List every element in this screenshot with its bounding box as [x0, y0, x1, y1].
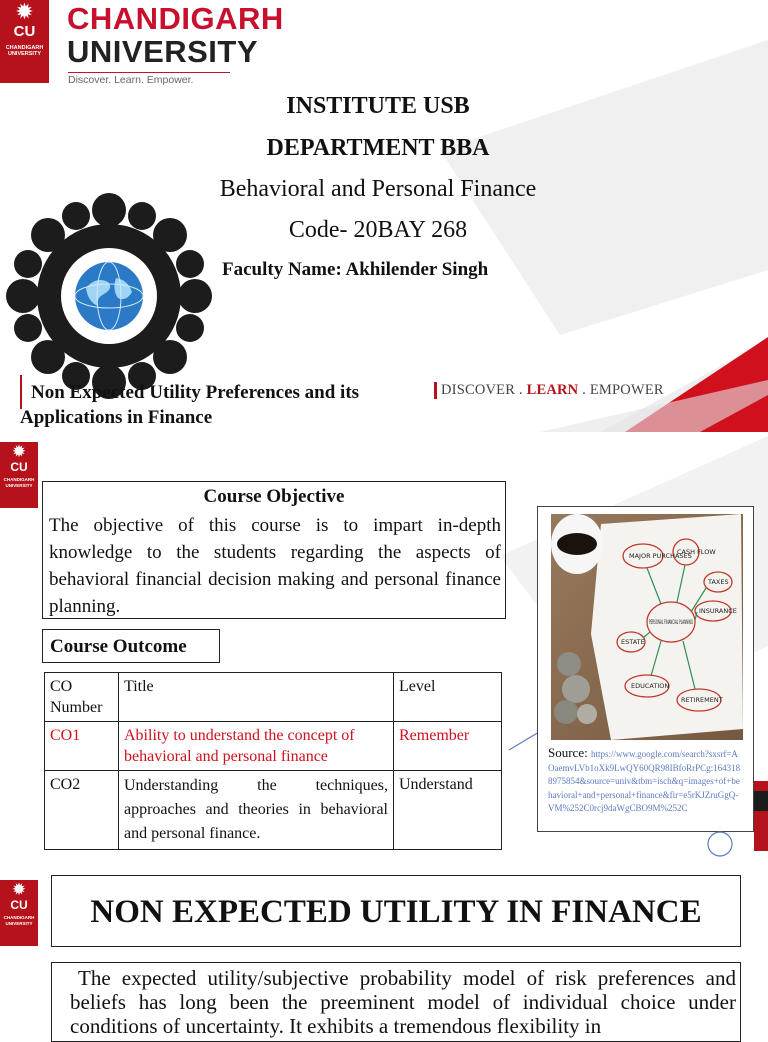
dle-discover: DISCOVER — [441, 382, 516, 398]
dle-learn: LEARN — [526, 382, 579, 398]
gear-logo-icon: ✹ — [15, 0, 34, 24]
gear-logo-icon: ✹ — [11, 880, 27, 899]
logo-cu-text: CU — [10, 460, 28, 474]
table-row — [45, 722, 502, 771]
logo-small-line2: UNIVERSITY — [5, 483, 33, 488]
university-logo-badge — [0, 0, 49, 83]
logo-cu-text: CU — [10, 898, 28, 912]
logo-small-line1: CHANDIGARH — [3, 915, 35, 920]
logo-cu-text: CU — [13, 23, 36, 40]
dle-empower: EMPOWER — [589, 382, 664, 398]
university-logo-badge-small — [0, 442, 38, 508]
bubble-taxes: TAXES — [708, 578, 729, 586]
co-level-cell: Remember — [394, 722, 502, 771]
co-title-cell: Understanding the techniques, approaches and theories in behavioral and personal finance. — [119, 771, 394, 850]
logo-small-line1: CHANDIGARH — [3, 477, 35, 482]
image-source — [548, 746, 744, 814]
course-code: Code- 20BAY 268 — [288, 217, 468, 243]
course-outcome-table — [44, 672, 502, 850]
slide-title: NON EXPECTED UTILITY IN FINANCE — [51, 875, 741, 947]
university-logo-badge-small — [0, 880, 38, 946]
source-url-link[interactable]: https://www.google.com/search?sxsrf=AOaemvLVb1oXk9LwQY60QR98IBfoRrPCg:1643188975854&source=univ&tbm=isch&q=images+of+behavioral+and+personal+finance&fir=e5rKJZruGgQ-VM%252C0rcj9daWgCBO9M%252C — [548, 749, 741, 813]
table-header-row — [45, 673, 502, 722]
co-title-cell: Ability to understand the concept of behavioral and personal finance — [119, 722, 394, 771]
course-objective-text: The objective of this course is to impart in-depth knowledge to the students regarding the aspects of behavioral financial decision making and personal finance planning. — [49, 515, 501, 617]
circle-icon — [704, 831, 738, 857]
dle-sep-2: . — [578, 382, 590, 398]
bubble-education: EDUCATION — [631, 682, 670, 690]
image-center-label: PERSONAL FINANCIAL PLANNING — [649, 619, 694, 626]
gear-logo-icon: ✹ — [11, 442, 27, 461]
course-objective-slide — [0, 436, 768, 856]
logo-small-line1: CHANDIGARH — [5, 45, 44, 51]
institute-heading: INSTITUTE USB — [286, 93, 470, 119]
header-co-number: CO Number — [45, 673, 119, 722]
course-objective-title: Course Objective — [203, 486, 345, 507]
bubble-estate: ESTATE — [621, 638, 645, 646]
co-number-cell: CO2 — [45, 771, 119, 850]
brand-name-line1: CHANDIGARH — [67, 1, 284, 36]
dle-sep-1: . — [515, 382, 527, 398]
table-row — [45, 771, 502, 850]
non-expected-utility-slide — [0, 860, 768, 1038]
course-objective-box — [42, 481, 506, 619]
financial-planning-image — [551, 514, 743, 740]
source-label: Source: — [548, 745, 588, 760]
title-slide — [0, 0, 768, 432]
brand-tagline: Discover. Learn. Empower. — [68, 72, 230, 86]
bubble-cash-flow: CASH FLOW — [677, 548, 716, 556]
bubble-major-purchases: MAJOR PURCHASES — [629, 552, 692, 560]
course-outcome-title: Course Outcome — [42, 629, 220, 663]
brand-name-line2: UNIVERSITY — [67, 34, 259, 69]
logo-small-line2: UNIVERSITY — [7, 51, 41, 57]
header-level: Level — [394, 673, 502, 722]
co-number-cell: CO1 — [45, 722, 119, 771]
course-name: Behavioral and Personal Finance — [219, 176, 537, 202]
header-title: Title — [119, 673, 394, 722]
bubble-insurance: INSURANCE — [699, 607, 737, 615]
bubble-retirement: RETIREMENT — [681, 696, 723, 704]
co-level-cell: Understand — [394, 771, 502, 850]
department-heading: DEPARTMENT BBA — [266, 135, 490, 161]
discover-learn-empower — [434, 382, 664, 399]
paragraph-box — [51, 962, 741, 1042]
logo-small-line2: UNIVERSITY — [5, 921, 33, 926]
faculty-name: Faculty Name: Akhilender Singh — [222, 259, 489, 280]
lecture-topic: Non Expected Utility Preferences and its Applications in Finance — [20, 382, 360, 428]
paragraph-text: The expected utility/subjective probability model of risk preferences and beliefs has long been the preeminent model of individual choice under conditions of uncertainty. It exhibits a tremendous flexibility in — [70, 966, 736, 1038]
